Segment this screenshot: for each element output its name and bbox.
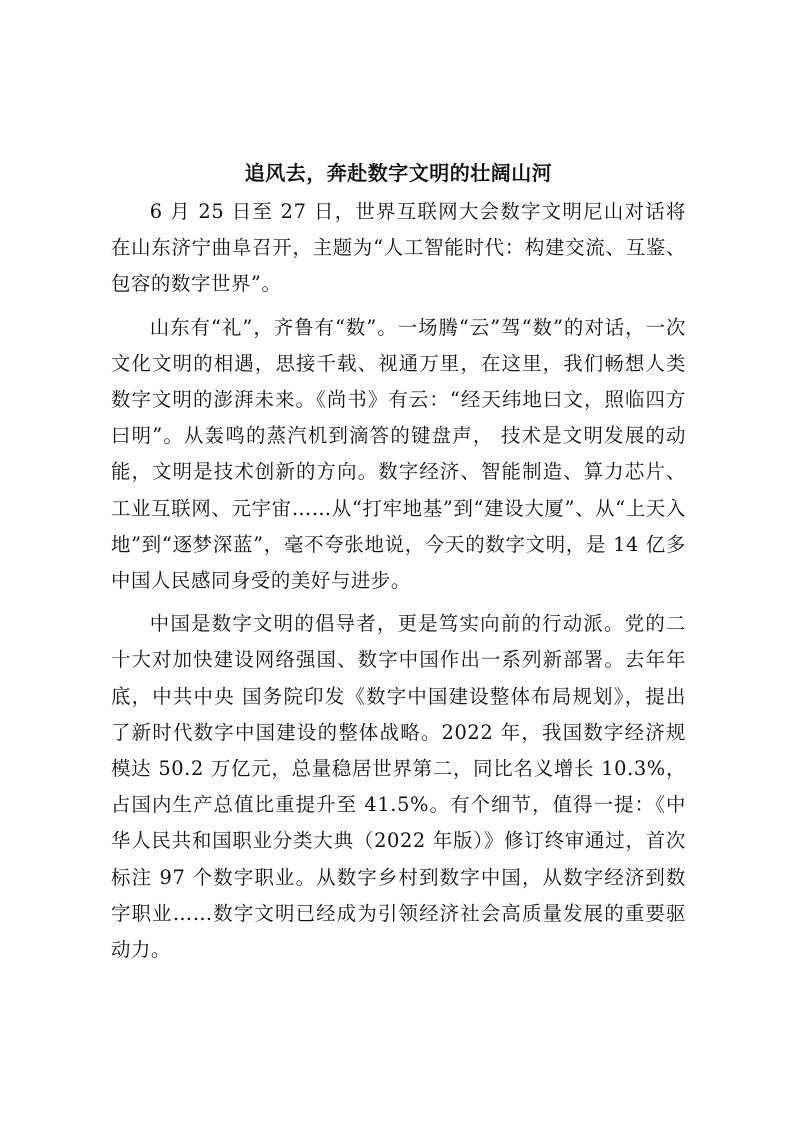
paragraph-1: 6 月 25 日至 27 日，世界互联网大会数字文明尼山对话将在山东济宁曲阜召开，主题为“人工智能时代：构建交流、互鉴、包容的数字世界”。 bbox=[111, 200, 686, 296]
article-title: 追风去，奔赴数字文明的壮阔山河 bbox=[244, 161, 553, 185]
paragraph-2: 山东有“礼”，齐鲁有“数”。一场腾“云”驾“数”的对话，一次文化文明的相遇，思接千载、视通万里，在这里，我们畅想人类数字文明的澎湃未来。《尚书》有云：“经天纬地曰文，照临四方曰明”。从轰鸣的蒸汽机到滴答的键盘声， 技术是文明发展的动能，文明是技术创新的方向。数字经济、智能制造、算力芯片、工业互联网、元宇宙……从“打牢地基”到“建设大厦”、从“上天入地”到“逐梦深蓝”，毫不夸张地说，今天的数字文明，是 14 亿多中国人民感同身受的美好与进步。 bbox=[111, 315, 686, 593]
article-body bbox=[111, 158, 686, 968]
paragraph-3: 中国是数字文明的倡导者，更是笃实向前的行动派。党的二十大对加快建设网络强国、数字中国作出一系列新部署。去年年底，中共中央 国务院印发《数字中国建设整体布局规划》，提出了新时代数字中国建设的整体战略。2022 年，我国数字经济规模达 50.2 万亿元，总量稳居世界第二，同比名义增长 10.3%，占国内生产总值比重提升至 41.5%。有个细节，值得一提：《中华人民共和国职业分类大典（2022 年版）》修订终审通过，首次标注 97 个数字职业。从数字乡村到数字中国，从数字经济到数字职业……数字文明已经成为引领经济社会高质量发展的重要驱动力。 bbox=[111, 612, 686, 962]
